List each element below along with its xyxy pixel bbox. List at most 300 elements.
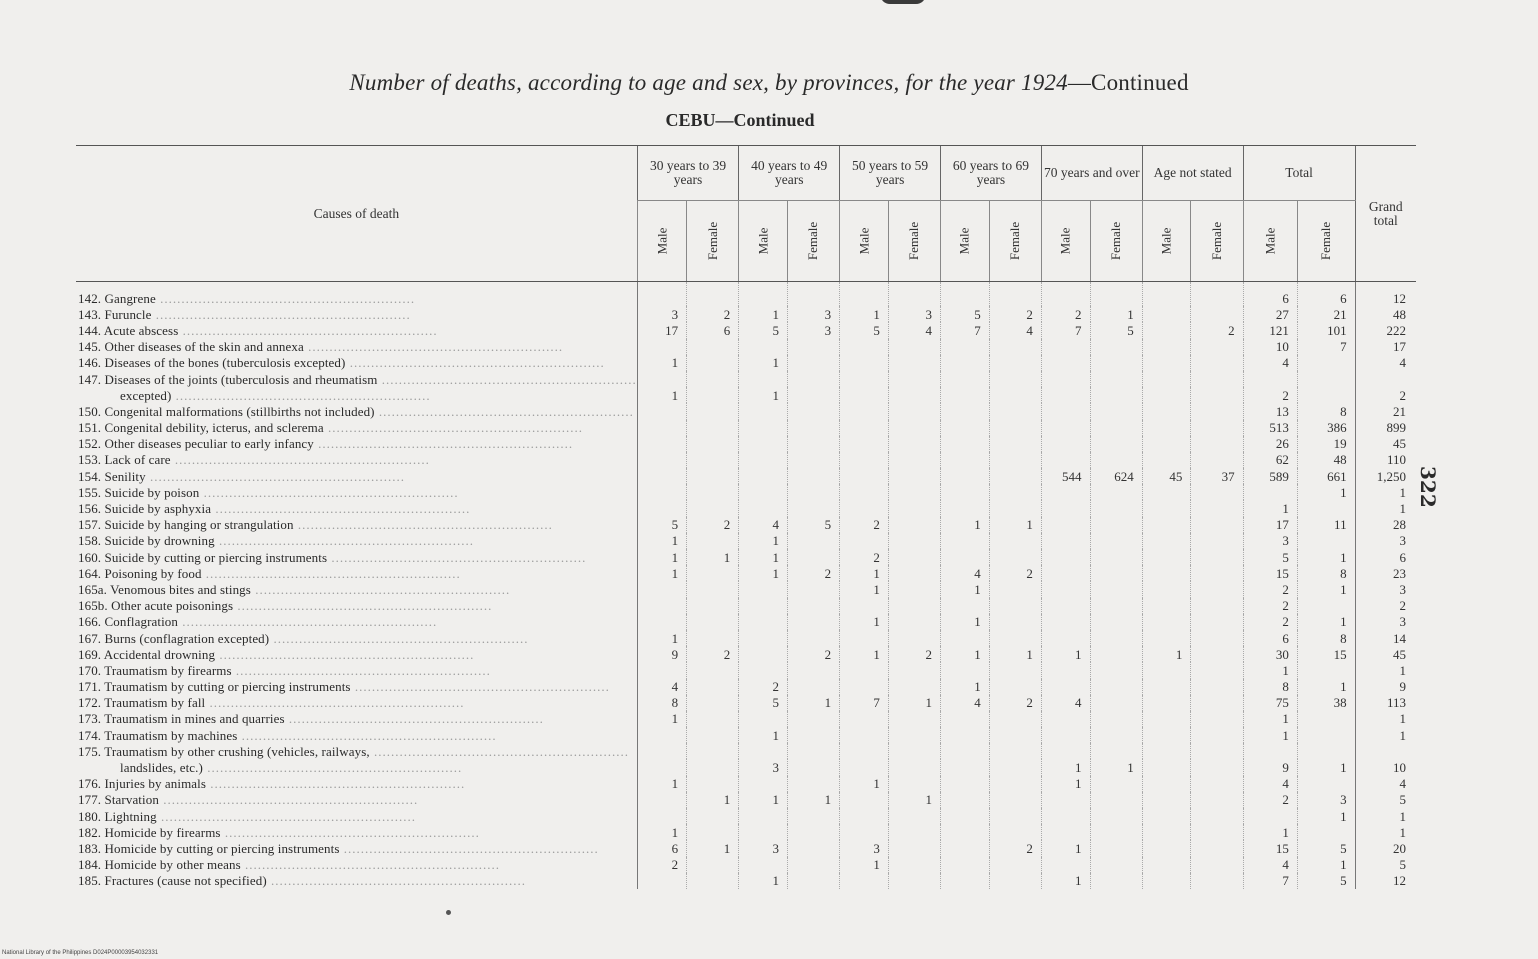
count-cell — [1041, 857, 1090, 873]
count-cell — [687, 436, 739, 452]
count-cell — [840, 355, 889, 371]
grand-total-cell: 23 — [1355, 565, 1416, 581]
count-cell — [1191, 484, 1243, 500]
grand-total-cell: 3 — [1355, 533, 1416, 549]
leader-dots: ............................................................ — [237, 727, 497, 743]
count-cell — [1041, 598, 1090, 614]
count-cell — [1142, 857, 1191, 873]
count-cell — [787, 533, 839, 549]
leader-dots: ............................................................ — [303, 339, 564, 355]
count-cell — [1191, 824, 1243, 840]
age-group-header-row — [76, 146, 1416, 201]
count-cell — [1041, 403, 1090, 419]
count-cell: 6 — [1243, 282, 1297, 307]
count-cell: 1 — [637, 824, 686, 840]
count-cell: 2 — [739, 679, 788, 695]
count-cell — [1090, 549, 1142, 565]
count-cell: 4 — [1243, 776, 1297, 792]
count-cell — [840, 339, 889, 355]
table-row — [76, 484, 1416, 500]
count-cell — [637, 500, 686, 516]
count-cell: 19 — [1297, 436, 1355, 452]
cause-cell — [76, 452, 637, 468]
count-cell: 1 — [1243, 662, 1297, 678]
count-cell: 1 — [1041, 776, 1090, 792]
count-cell — [1090, 630, 1142, 646]
count-cell — [888, 403, 940, 419]
cause-label: 150. Congenital malformations (stillbirths not included) — [78, 403, 375, 419]
male-column-header — [1041, 201, 1090, 282]
cause-label: 145. Other diseases of the skin and annexa — [78, 339, 304, 355]
count-cell — [787, 743, 839, 759]
count-cell — [888, 840, 940, 856]
grand-total-cell: 1,250 — [1355, 468, 1416, 484]
leader-dots: ............................................................ — [206, 776, 466, 792]
count-cell: 3 — [888, 306, 940, 322]
count-cell — [1041, 662, 1090, 678]
grand-total-cell: 21 — [1355, 403, 1416, 419]
table-row — [76, 824, 1416, 840]
count-cell — [840, 282, 889, 307]
count-cell — [637, 792, 686, 808]
count-cell — [1090, 857, 1142, 873]
cause-cell — [76, 662, 637, 678]
count-cell — [1041, 282, 1090, 307]
count-cell: 2 — [687, 517, 739, 533]
count-cell — [1142, 436, 1191, 452]
count-cell — [687, 484, 739, 500]
count-cell — [989, 371, 1041, 387]
count-cell: 7 — [941, 322, 990, 338]
count-cell: 1 — [739, 355, 788, 371]
count-cell — [840, 468, 889, 484]
leader-dots: ............................................................ — [158, 792, 419, 808]
count-cell — [739, 776, 788, 792]
grand-total-cell: 48 — [1355, 306, 1416, 322]
grand-total-cell: 2 — [1355, 387, 1416, 403]
count-cell: 1 — [687, 549, 739, 565]
cause-label: 171. Traumatism by cutting or piercing instruments — [78, 679, 351, 695]
count-cell: 544 — [1041, 468, 1090, 484]
count-cell — [1191, 873, 1243, 889]
count-cell: 4 — [1243, 857, 1297, 873]
count-cell — [989, 420, 1041, 436]
count-cell — [637, 614, 686, 630]
count-cell: 11 — [1297, 517, 1355, 533]
count-cell — [787, 598, 839, 614]
count-cell — [888, 759, 940, 775]
count-cell: 5 — [941, 306, 990, 322]
male-column-header — [637, 201, 686, 282]
count-cell — [687, 824, 739, 840]
count-cell: 3 — [637, 306, 686, 322]
table-row — [76, 565, 1416, 581]
cause-label: 165a. Venomous bites and stings — [78, 581, 251, 597]
cause-label: 167. Burns (conflagration excepted) — [78, 630, 270, 646]
table-row — [76, 549, 1416, 565]
cause-cell — [76, 565, 637, 581]
age-group-header: 50 years to 59 years — [840, 146, 941, 201]
count-cell — [1142, 792, 1191, 808]
count-cell: 1 — [888, 695, 940, 711]
count-cell — [1041, 549, 1090, 565]
grand-total-cell: 1 — [1355, 808, 1416, 824]
count-cell — [687, 857, 739, 873]
count-cell — [840, 759, 889, 775]
sex-label: Female — [1108, 221, 1124, 261]
table-row — [76, 403, 1416, 419]
count-cell — [1142, 727, 1191, 743]
count-cell — [989, 727, 1041, 743]
grand-total-cell: 1 — [1355, 727, 1416, 743]
count-cell — [787, 759, 839, 775]
count-cell — [687, 759, 739, 775]
count-cell: 1 — [840, 614, 889, 630]
count-cell — [989, 824, 1041, 840]
count-cell — [1041, 339, 1090, 355]
count-cell — [1191, 517, 1243, 533]
count-cell: 1 — [637, 776, 686, 792]
count-cell — [1142, 517, 1191, 533]
leader-dots: ............................................................ — [323, 420, 583, 436]
count-cell — [888, 452, 940, 468]
count-cell — [687, 662, 739, 678]
cause-cell — [76, 695, 637, 711]
table-header — [76, 146, 1416, 282]
grand-total-cell: 1 — [1355, 484, 1416, 500]
cause-cell — [76, 873, 637, 889]
grand-total-cell: 4 — [1355, 776, 1416, 792]
count-cell: 3 — [739, 840, 788, 856]
count-cell: 1 — [1297, 808, 1355, 824]
count-cell — [739, 436, 788, 452]
leader-dots: ............................................................ — [269, 630, 529, 646]
count-cell: 1 — [787, 792, 839, 808]
count-cell — [687, 630, 739, 646]
count-cell — [687, 500, 739, 516]
grand-total-cell: 9 — [1355, 679, 1416, 695]
count-cell — [941, 403, 990, 419]
count-cell — [1090, 500, 1142, 516]
count-cell — [787, 387, 839, 403]
grand-total-cell: 1 — [1355, 662, 1416, 678]
count-cell — [739, 630, 788, 646]
cause-label: 177. Starvation — [78, 792, 159, 808]
count-cell — [687, 565, 739, 581]
leader-dots: ............................................................ — [250, 581, 511, 597]
count-cell — [840, 873, 889, 889]
count-cell — [787, 857, 839, 873]
count-cell — [1243, 743, 1297, 759]
count-cell: 8 — [637, 695, 686, 711]
count-cell — [1090, 873, 1142, 889]
sex-label: Male — [653, 227, 669, 255]
count-cell: 1 — [840, 565, 889, 581]
count-cell: 27 — [1243, 306, 1297, 322]
count-cell — [739, 403, 788, 419]
count-cell — [787, 679, 839, 695]
count-cell — [888, 339, 940, 355]
count-cell: 2 — [687, 306, 739, 322]
count-cell — [1142, 808, 1191, 824]
count-cell: 1 — [637, 630, 686, 646]
count-cell — [888, 776, 940, 792]
count-cell — [637, 598, 686, 614]
count-cell — [637, 873, 686, 889]
count-cell: 1 — [739, 873, 788, 889]
age-group-header: 40 years to 49 years — [739, 146, 840, 201]
count-cell — [840, 727, 889, 743]
count-cell: 1 — [941, 614, 990, 630]
grand-total-label: Grand total — [1368, 198, 1403, 228]
leader-dots: ............................................................ — [178, 614, 438, 630]
count-cell — [941, 727, 990, 743]
grand-total-cell: 899 — [1355, 420, 1416, 436]
count-cell — [1142, 743, 1191, 759]
count-cell — [1090, 581, 1142, 597]
count-cell — [1041, 824, 1090, 840]
cause-label: 169. Accidental drowning — [78, 646, 216, 662]
cause-cell — [76, 679, 637, 695]
count-cell — [1297, 598, 1355, 614]
count-cell — [888, 662, 940, 678]
table-row — [76, 776, 1416, 792]
count-cell — [1142, 403, 1191, 419]
count-cell — [1243, 484, 1297, 500]
count-cell — [1191, 549, 1243, 565]
age-group-header: Total — [1243, 146, 1355, 201]
count-cell — [1297, 776, 1355, 792]
cause-cell — [76, 630, 637, 646]
count-cell — [941, 533, 990, 549]
count-cell — [1142, 662, 1191, 678]
count-cell — [1041, 420, 1090, 436]
male-column-header — [1142, 201, 1191, 282]
count-cell — [941, 436, 990, 452]
count-cell: 4 — [941, 695, 990, 711]
leader-dots: ............................................................ — [374, 403, 634, 419]
cause-cell — [76, 711, 637, 727]
count-cell — [840, 630, 889, 646]
count-cell — [1297, 387, 1355, 403]
grand-total-header — [1355, 146, 1416, 282]
count-cell — [637, 436, 686, 452]
count-cell — [1191, 403, 1243, 419]
count-cell: 2 — [1243, 581, 1297, 597]
page-smudge — [880, 0, 926, 4]
grand-total-cell: 110 — [1355, 452, 1416, 468]
cause-cell — [76, 646, 637, 662]
count-cell — [1041, 727, 1090, 743]
male-column-header — [1243, 201, 1297, 282]
count-cell — [1191, 614, 1243, 630]
count-cell — [1191, 727, 1243, 743]
sex-label: Female — [1208, 221, 1224, 261]
count-cell: 1 — [637, 355, 686, 371]
count-cell: 5 — [1090, 322, 1142, 338]
count-cell — [1142, 322, 1191, 338]
cause-label: 156. Suicide by asphyxia — [78, 501, 212, 517]
table-row — [76, 759, 1416, 775]
count-cell — [941, 468, 990, 484]
leader-dots: ............................................................ — [145, 468, 405, 484]
count-cell: 8 — [1297, 403, 1355, 419]
male-column-header — [840, 201, 889, 282]
library-footer-note: National Library of the Philippines D024P00003954032331 — [2, 950, 159, 956]
grand-total-cell: 6 — [1355, 549, 1416, 565]
cause-cell — [76, 549, 637, 565]
cause-label: 151. Congenital debility, icterus, and sclerema — [78, 420, 324, 436]
count-cell — [787, 711, 839, 727]
cause-label: excepted) — [120, 387, 172, 403]
female-column-header — [787, 201, 839, 282]
count-cell — [637, 581, 686, 597]
count-cell: 1 — [840, 857, 889, 873]
count-cell — [888, 857, 940, 873]
count-cell — [1243, 808, 1297, 824]
count-cell — [840, 452, 889, 468]
count-cell — [1041, 565, 1090, 581]
table-row — [76, 873, 1416, 889]
count-cell: 5 — [787, 517, 839, 533]
count-cell: 1 — [1297, 679, 1355, 695]
count-cell — [888, 711, 940, 727]
count-cell — [1090, 533, 1142, 549]
grand-total-cell: 14 — [1355, 630, 1416, 646]
count-cell: 3 — [787, 322, 839, 338]
count-cell — [888, 468, 940, 484]
count-cell — [739, 468, 788, 484]
leader-dots: ............................................................ — [313, 436, 574, 452]
count-cell — [840, 679, 889, 695]
count-cell: 3 — [739, 759, 788, 775]
count-cell — [840, 420, 889, 436]
count-cell — [1142, 759, 1191, 775]
grand-total-cell: 17 — [1355, 339, 1416, 355]
count-cell — [687, 743, 739, 759]
count-cell — [1142, 695, 1191, 711]
count-cell: 624 — [1090, 468, 1142, 484]
count-cell — [941, 420, 990, 436]
count-cell — [840, 533, 889, 549]
count-cell: 1 — [739, 792, 788, 808]
count-cell — [637, 371, 686, 387]
grand-total-cell — [1355, 371, 1416, 387]
count-cell — [1297, 727, 1355, 743]
count-cell — [888, 679, 940, 695]
count-cell — [1191, 776, 1243, 792]
female-column-header — [989, 201, 1041, 282]
count-cell — [637, 282, 686, 307]
count-cell: 2 — [1243, 387, 1297, 403]
count-cell — [941, 857, 990, 873]
cause-cell — [76, 533, 637, 549]
sex-label: Female — [1007, 221, 1023, 261]
count-cell — [1090, 743, 1142, 759]
grand-total-cell: 20 — [1355, 840, 1416, 856]
count-cell: 3 — [787, 306, 839, 322]
count-cell: 4 — [1041, 695, 1090, 711]
count-cell — [1191, 711, 1243, 727]
count-cell — [888, 549, 940, 565]
count-cell: 4 — [1243, 355, 1297, 371]
leader-dots: ............................................................ — [178, 322, 438, 338]
count-cell: 1 — [941, 517, 990, 533]
count-cell: 7 — [1297, 339, 1355, 355]
count-cell: 386 — [1297, 420, 1355, 436]
count-cell: 4 — [739, 517, 788, 533]
grand-total-cell: 10 — [1355, 759, 1416, 775]
cause-cell — [76, 355, 637, 371]
count-cell — [1191, 355, 1243, 371]
sex-label: Female — [906, 221, 922, 261]
count-cell — [1090, 371, 1142, 387]
count-cell: 1 — [1243, 500, 1297, 516]
table-row — [76, 282, 1416, 307]
title-suffix: —Continued — [1067, 70, 1189, 95]
male-column-header — [739, 201, 788, 282]
count-cell — [739, 282, 788, 307]
leader-dots: ............................................................ — [327, 549, 587, 565]
count-cell — [1041, 355, 1090, 371]
cause-label: 184. Homicide by other means — [78, 857, 241, 873]
count-cell — [637, 662, 686, 678]
table-row — [76, 857, 1416, 873]
count-cell — [989, 614, 1041, 630]
female-column-header — [1297, 201, 1355, 282]
count-cell — [739, 581, 788, 597]
count-cell: 15 — [1297, 646, 1355, 662]
count-cell — [989, 873, 1041, 889]
count-cell: 7 — [1243, 873, 1297, 889]
male-column-header — [941, 201, 990, 282]
count-cell — [1142, 679, 1191, 695]
count-cell — [1090, 840, 1142, 856]
count-cell — [840, 743, 889, 759]
table-row — [76, 614, 1416, 630]
count-cell: 1 — [1142, 646, 1191, 662]
count-cell — [888, 581, 940, 597]
age-group-header: 30 years to 39 years — [637, 146, 739, 201]
count-cell — [1090, 792, 1142, 808]
count-cell: 1 — [1243, 727, 1297, 743]
count-cell: 661 — [1297, 468, 1355, 484]
count-cell: 1 — [739, 306, 788, 322]
count-cell — [1090, 282, 1142, 307]
count-cell: 8 — [1297, 630, 1355, 646]
grand-total-cell: 5 — [1355, 857, 1416, 873]
count-cell — [1142, 565, 1191, 581]
cause-label: 172. Traumatism by fall — [78, 695, 206, 711]
count-cell — [941, 873, 990, 889]
cause-label: 157. Suicide by hanging or strangulation — [78, 517, 294, 533]
count-cell — [888, 387, 940, 403]
count-cell — [888, 727, 940, 743]
cause-label: 144. Acute abscess — [78, 322, 179, 338]
count-cell — [1041, 792, 1090, 808]
count-cell — [687, 598, 739, 614]
count-cell — [739, 711, 788, 727]
sex-label: Male — [755, 227, 771, 255]
count-cell — [787, 403, 839, 419]
count-cell — [1041, 517, 1090, 533]
age-group-header: Age not stated — [1142, 146, 1243, 201]
count-cell — [1142, 598, 1191, 614]
grand-total-cell: 5 — [1355, 792, 1416, 808]
count-cell — [787, 662, 839, 678]
count-cell — [787, 420, 839, 436]
table-row — [76, 792, 1416, 808]
